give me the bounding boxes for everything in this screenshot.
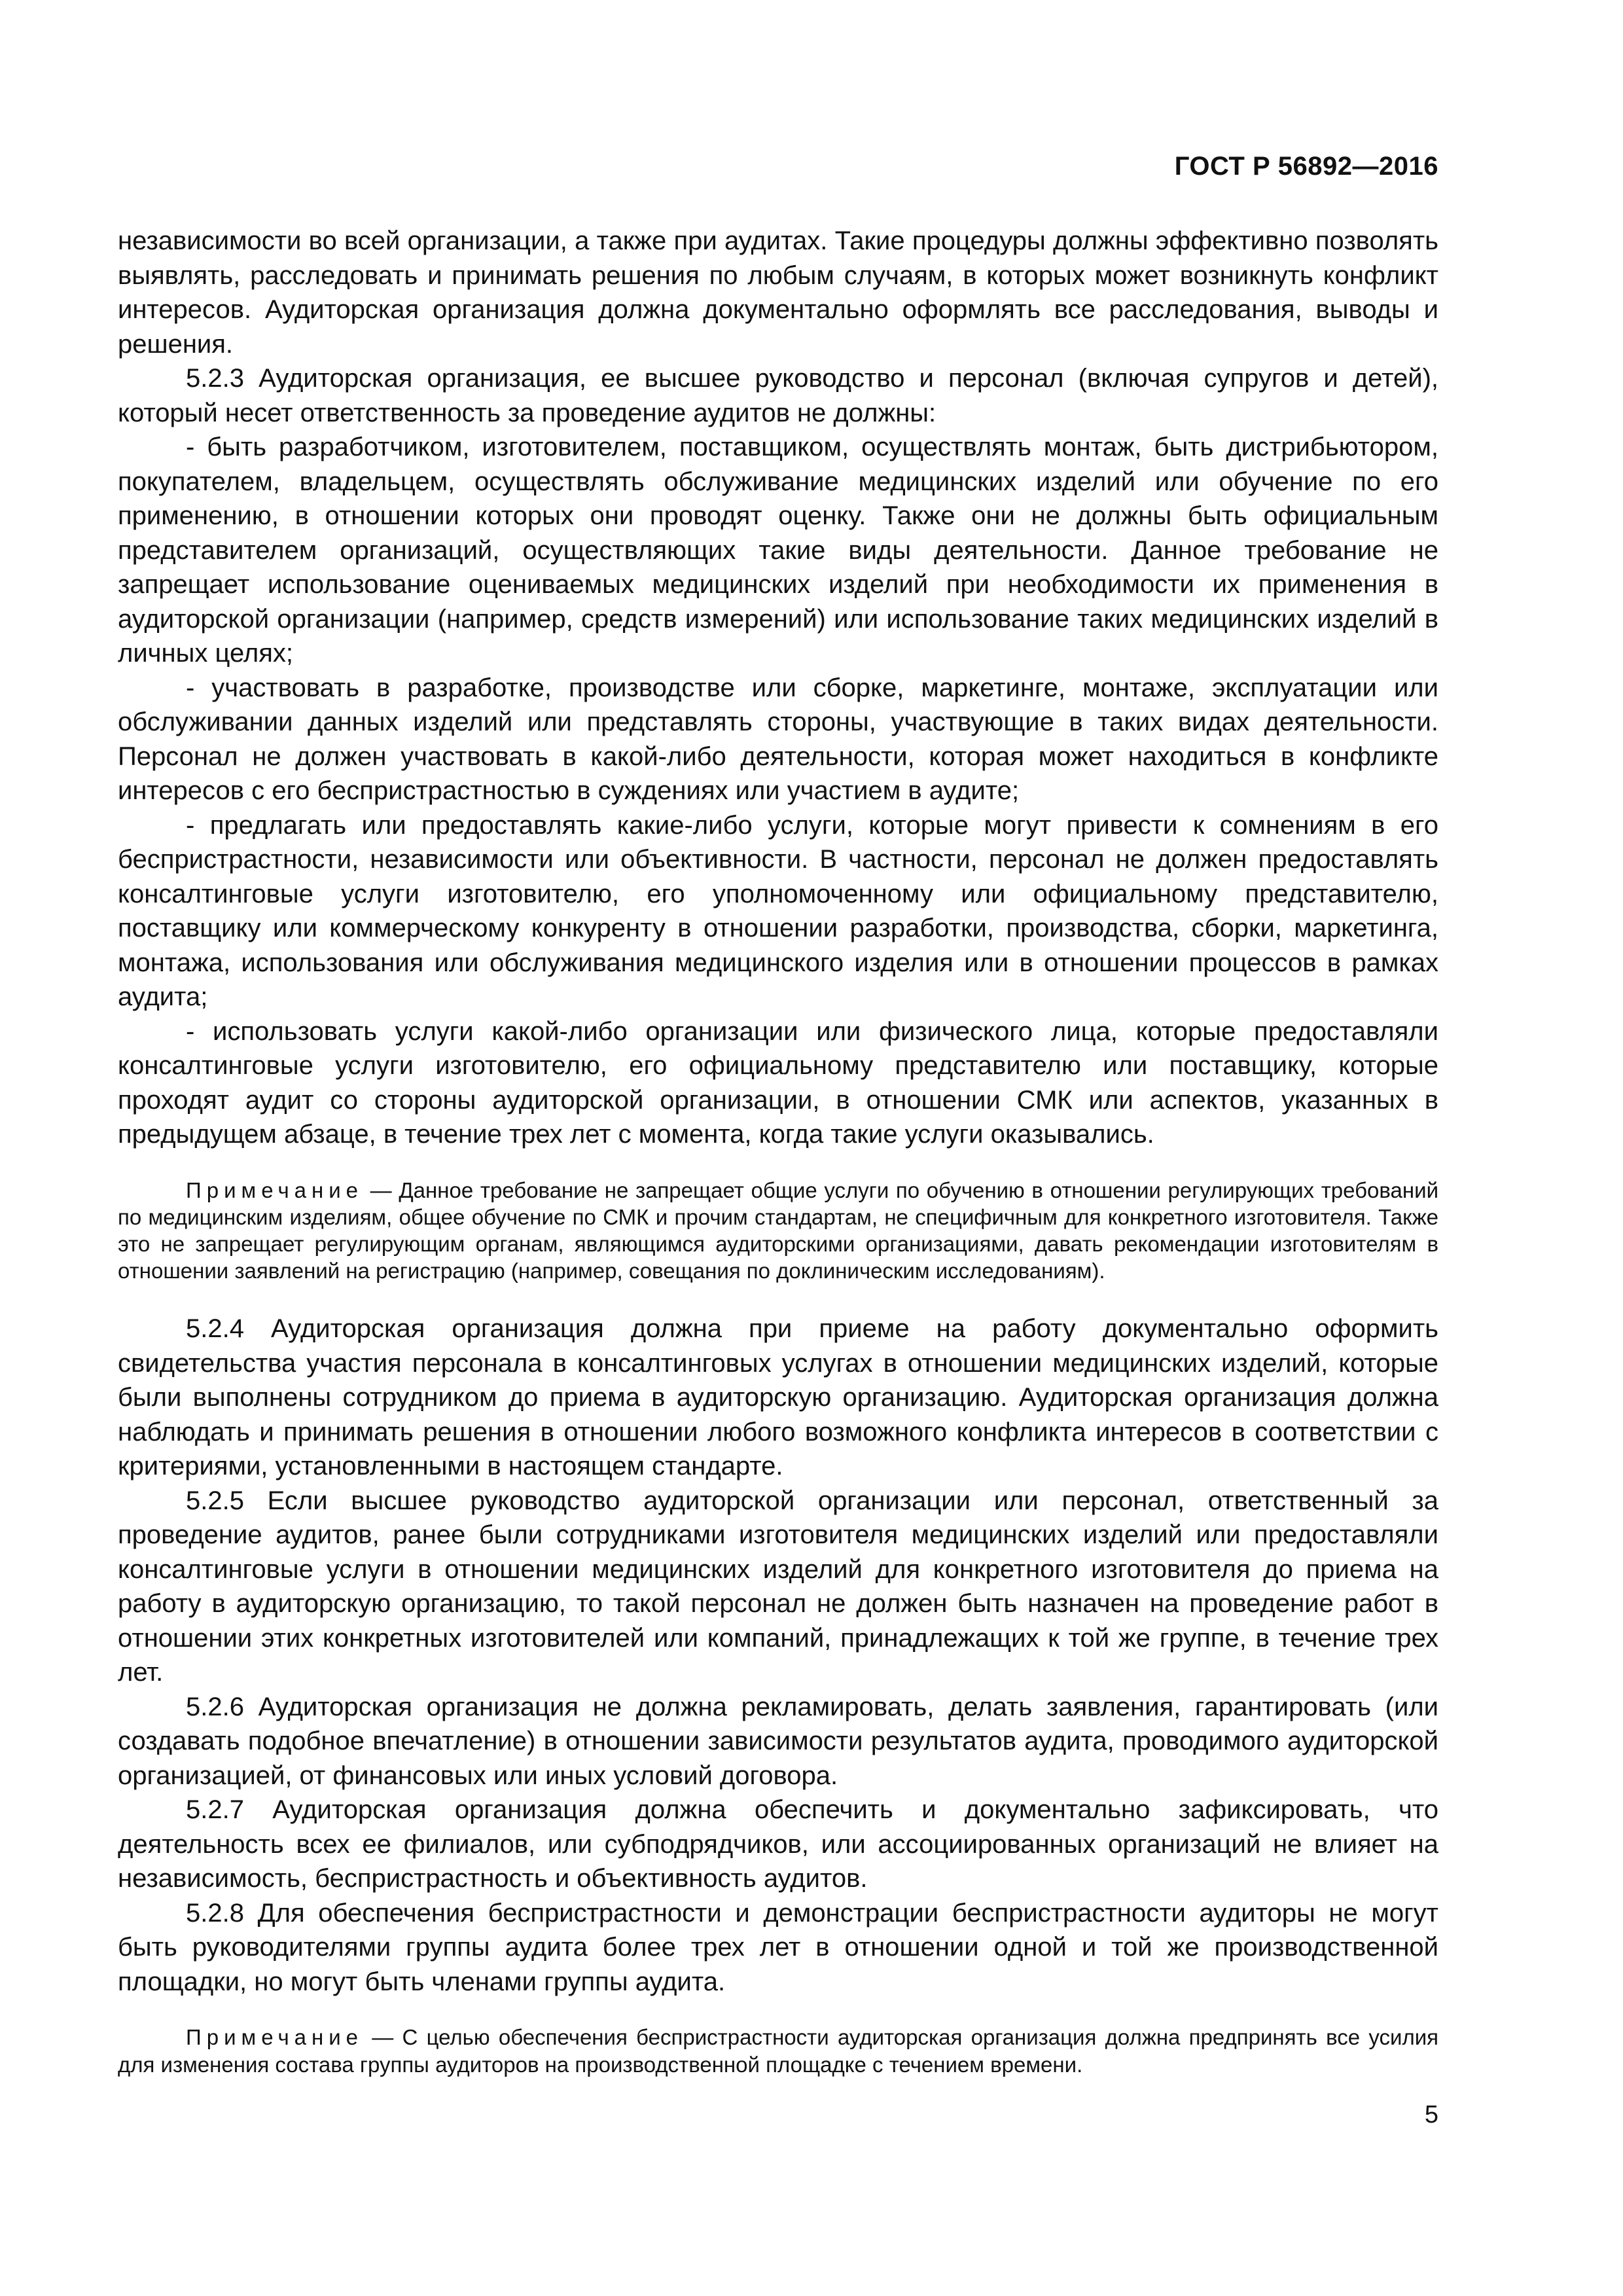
- note-2-text: — С целью обеспечения беспристрастности аудиторская организация должна предпринять все усилия для изменения состава группы аудиторов на производственной площадке с течением времени.: [118, 2025, 1438, 2077]
- list-item-2: - участвовать в разработке, производстве или сборке, маркетинге, монтаже, эксплуатации или обслуживании данных изделий или представлять стороны, участвующие в таких видах деятельности. Персонал не должен участвовать в какой-либо деятельности, которая может находиться в конфликте интересов с его беспристрастностью в суждениях или участием в аудите;: [118, 673, 1438, 805]
- note-1: [118, 1177, 1438, 1285]
- paragraph-continuation: независимости во всей организации, а также при аудитах. Такие процедуры должны эффективно позволять выявлять, расследовать и принимать решения по любым случаям, в которых может возникнуть конфликт интересов. Аудиторская организация должна документально оформлять все расследования, выводы и решения.: [118, 226, 1438, 359]
- page-number: 5: [1424, 2101, 1438, 2128]
- list-item-4: - использовать услуги какой-либо организации или физического лица, которые предоставляли консалтинговые услуги изготовителю, его официальному представителю или поставщику, которые проходят аудит со стороны аудиторской организации, в отношении СМК или аспектов, указанных в предыдущем абзаце, в течение трех лет с момента, когда такие услуги оказывались.: [118, 1016, 1438, 1149]
- note-2: [118, 2024, 1438, 2077]
- list-item-1: - быть разработчиком, изготовителем, поставщиком, осуществлять монтаж, быть дистрибьютором, покупателем, владельцем, осуществлять обслуживание медицинских изделий или обучение по его применению, в отношении которых они проводят оценку. Также они не должны быть официальным представителем организаций, осуществляющих такие виды деятельности. Данное требование не запрещает использование оцениваемых медицинских изделий при необходимости их применения в аудиторской организации (например, средств измерений) или использование таких медицинских изделий в личных целях;: [118, 433, 1438, 668]
- note-2-label: Примечание: [186, 2025, 364, 2050]
- note-1-text: — Данное требование не запрещает общие услуги по обучению в отношении регулирующих требований по медицинским изделиям, общее обучение по СМК и прочим стандартам, не специфичным для конкретного изготовителя. Также это не запрещает регулирующим органам, являющимся аудиторскими организациями, давать рекомендации изготовителям в отношении заявлений на регистрацию (например, совещания по доклиническим исследованиям).: [118, 1177, 1438, 1283]
- list-item-3: - предлагать или предоставлять какие-либо услуги, которые могут привести к сомнениям в его беспристрастности, независимости или объективности. В частности, персонал не должен предоставлять консалтинговые услуги изготовителю, его уполномоченному или официальному представителю, поставщику или коммерческому конкуренту в отношении разработки, производства, сборки, маркетинга, монтажа, использования или обслуживания медицинского изделия или в отношении процессов в рамках аудита;: [118, 810, 1438, 1011]
- paragraph-5-2-8: 5.2.8 Для обеспечения беспристрастности и демонстрации беспристрастности аудиторы не могут быть руководителями группы аудита более трех лет в отношении одной и той же производственной площадки, но могут быть членами группы аудита.: [118, 1898, 1438, 1996]
- paragraph-5-2-4: 5.2.4 Аудиторская организация должна при приеме на работу документально оформить свидетельства участия персонала в консалтинговых услугах в отношении медицинских изделий, которые были выполнены сотрудником до приема в аудиторскую организацию. Аудиторская организация должна наблюдать и принимать решения в отношении любого возможного конфликта интересов в соответствии с критериями, установленными в настоящем стандарте.: [118, 1314, 1438, 1481]
- paragraph-5-2-3: 5.2.3 Аудиторская организация, ее высшее руководство и персонал (включая супругов и детей), который несет ответственность за проведение аудитов не должны:: [118, 364, 1438, 427]
- document-body: [118, 224, 1438, 2106]
- paragraph-5-2-6: 5.2.6 Аудиторская организация не должна рекламировать, делать заявления, гарантировать (или создавать подобное впечатление) в отношении зависимости результатов аудита, проводимого аудиторской организацией, от финансовых или иных условий договора.: [118, 1692, 1438, 1790]
- document-header-id: ГОСТ Р 56892—2016: [1174, 152, 1438, 181]
- paragraph-5-2-5: 5.2.5 Если высшее руководство аудиторской организации или персонал, ответственный за проведение аудитов, ранее были сотрудниками изготовителя медицинских изделий или предоставляли консалтинговые услуги в отношении медицинских изделий для конкретного изготовителя до приема на работу в аудиторскую организацию, то такой персонал не должен быть назначен на проведение работ в отношении этих конкретных изготовителей или компаний, принадлежащих к той же группе, в течение трех лет.: [118, 1486, 1438, 1687]
- paragraph-5-2-7: 5.2.7 Аудиторская организация должна обеспечить и документально зафиксировать, что деятельность всех ее филиалов, или субподрядчиков, или ассоциированных организаций не влияет на независимость, беспристрастность и объективность аудитов.: [118, 1795, 1438, 1893]
- note-1-label: Примечание: [186, 1177, 364, 1202]
